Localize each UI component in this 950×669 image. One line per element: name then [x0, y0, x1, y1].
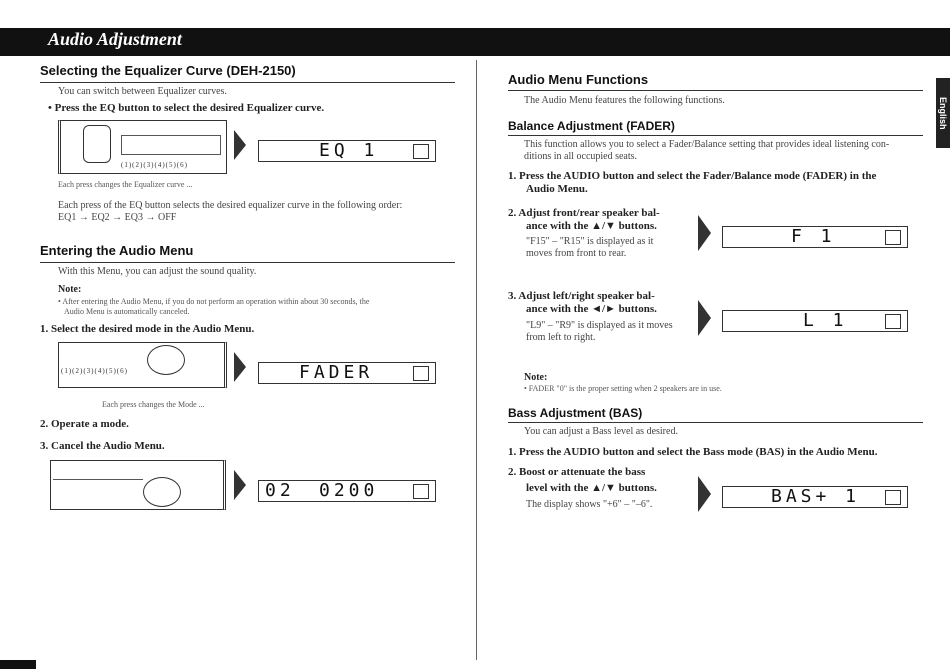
fader-display: FADER [258, 362, 436, 384]
balance-step2d: moves from front to rear. [526, 248, 627, 259]
bass-step2b: level with the ▲/▼ buttons. [526, 482, 657, 494]
eq-step: • Press the EQ button to select the desired Equalizer curve. [48, 102, 325, 114]
eq-intro: You can switch between Equalizer curves. [58, 86, 227, 97]
display-indicator [413, 484, 429, 499]
balance-note: • FADER "0" is the proper setting when 2 speakers are in use. [524, 384, 722, 393]
eq-order-text: Each press of the EQ button selects the desired equalizer curve in the following order: [58, 200, 403, 211]
eq-knob [83, 125, 111, 163]
display-indicator [413, 144, 429, 159]
balance-intro2: ditions in all occupied seats. [524, 151, 638, 162]
enter-note-line2: Audio Menu is automatically canceled. [64, 307, 190, 316]
audio-radio-illustration [58, 342, 227, 388]
balance-note-label: Note: [524, 372, 548, 383]
display-indicator [885, 230, 901, 245]
balance-heading: Balance Adjustment (FADER) [508, 119, 675, 133]
eq-order-sequence: EQ1 → EQ2 → EQ3 → OFF [58, 212, 177, 223]
column-divider [476, 60, 477, 660]
page-edge-mark [0, 660, 36, 669]
bass-display: BAS+ 1 [722, 486, 908, 508]
cancel-panel [53, 467, 143, 480]
bass-intro: You can adjust a Bass level as desired. [524, 426, 678, 437]
enter-heading-rule [40, 262, 455, 263]
front-rear-display: F 1 [722, 226, 908, 248]
eq-heading: Selecting the Equalizer Curve (DEH-2150) [40, 63, 296, 78]
bass-heading: Bass Adjustment (BAS) [508, 406, 643, 420]
eq-caption: Each press changes the Equalizer curve ... [58, 180, 193, 189]
bass-arrow-icon [698, 476, 711, 512]
balance-intro1: This function allows you to select a Fader/Balance setting that provides ideal listening con- [524, 139, 890, 150]
eq-heading-rule [40, 82, 455, 83]
functions-heading: Audio Menu Functions [508, 72, 649, 87]
left-right-arrow-icon [698, 300, 711, 336]
balance-heading-rule [508, 135, 923, 136]
eq-radio-illustration [58, 120, 227, 174]
display-indicator [885, 314, 901, 329]
audio-preset-buttons: (1)(2)(3)(4)(5)(6) [61, 367, 128, 375]
front-rear-arrow-icon [698, 215, 711, 251]
eq-panel [121, 135, 221, 155]
page-title: Audio Adjustment [42, 28, 212, 50]
enter-step1: 1. Select the desired mode in the Audio Menu. [40, 323, 255, 335]
enter-intro: With this Menu, you can adjust the sound quality. [58, 266, 257, 277]
balance-step3d: from left to right. [526, 332, 596, 343]
balance-step2a: 2. Adjust front/rear speaker bal- [508, 207, 660, 219]
eq-arrow-icon [234, 130, 246, 160]
functions-intro: The Audio Menu features the following functions. [524, 95, 725, 106]
functions-heading-rule [508, 90, 923, 91]
enter-step2: 2. Operate a mode. [40, 418, 129, 430]
bass-step2a: 2. Boost or attenuate the bass [508, 466, 646, 478]
balance-step3a: 3. Adjust left/right speaker bal- [508, 290, 655, 302]
cancel-arrow-icon [234, 470, 246, 500]
balance-step2c: "F15" – "R15" is displayed as it [526, 236, 654, 247]
balance-step3b: ance with the ◄/► buttons. [526, 303, 657, 315]
bass-step1: 1. Press the AUDIO button and select the Bass mode (BAS) in the Audio Menu. [508, 446, 878, 458]
eq-display: EQ 1 [258, 140, 436, 162]
audio-knob [147, 345, 185, 375]
fader-arrow-icon [234, 352, 246, 382]
eq-preset-buttons: (1)(2)(3)(4)(5)(6) [121, 161, 188, 169]
language-tab: English [936, 78, 950, 148]
mode-caption: Each press changes the Mode ... [102, 400, 205, 409]
left-right-display: L 1 [722, 310, 908, 332]
display-indicator [413, 366, 429, 381]
bass-step2c: The display shows "+6" – "–6". [526, 499, 653, 510]
balance-step2b: ance with the ▲/▼ buttons. [526, 220, 657, 232]
cancel-display: 02 0200 [258, 480, 436, 502]
balance-step1a: 1. Press the AUDIO button and select the Fader/Balance mode (FADER) in the [508, 170, 877, 182]
enter-note-label: Note: [58, 284, 82, 295]
cancel-radio-illustration [50, 460, 226, 510]
bass-heading-rule [508, 422, 923, 423]
balance-step1b: Audio Menu. [526, 183, 588, 195]
enter-note-line1: • After entering the Audio Menu, if you do not perform an operation within about 30 seconds, the [58, 297, 370, 306]
balance-step3c: "L9" – "R9" is displayed as it moves [526, 320, 673, 331]
enter-menu-heading: Entering the Audio Menu [40, 243, 194, 258]
cancel-knob [143, 477, 181, 507]
enter-step3: 3. Cancel the Audio Menu. [40, 440, 165, 452]
display-indicator [885, 490, 901, 505]
